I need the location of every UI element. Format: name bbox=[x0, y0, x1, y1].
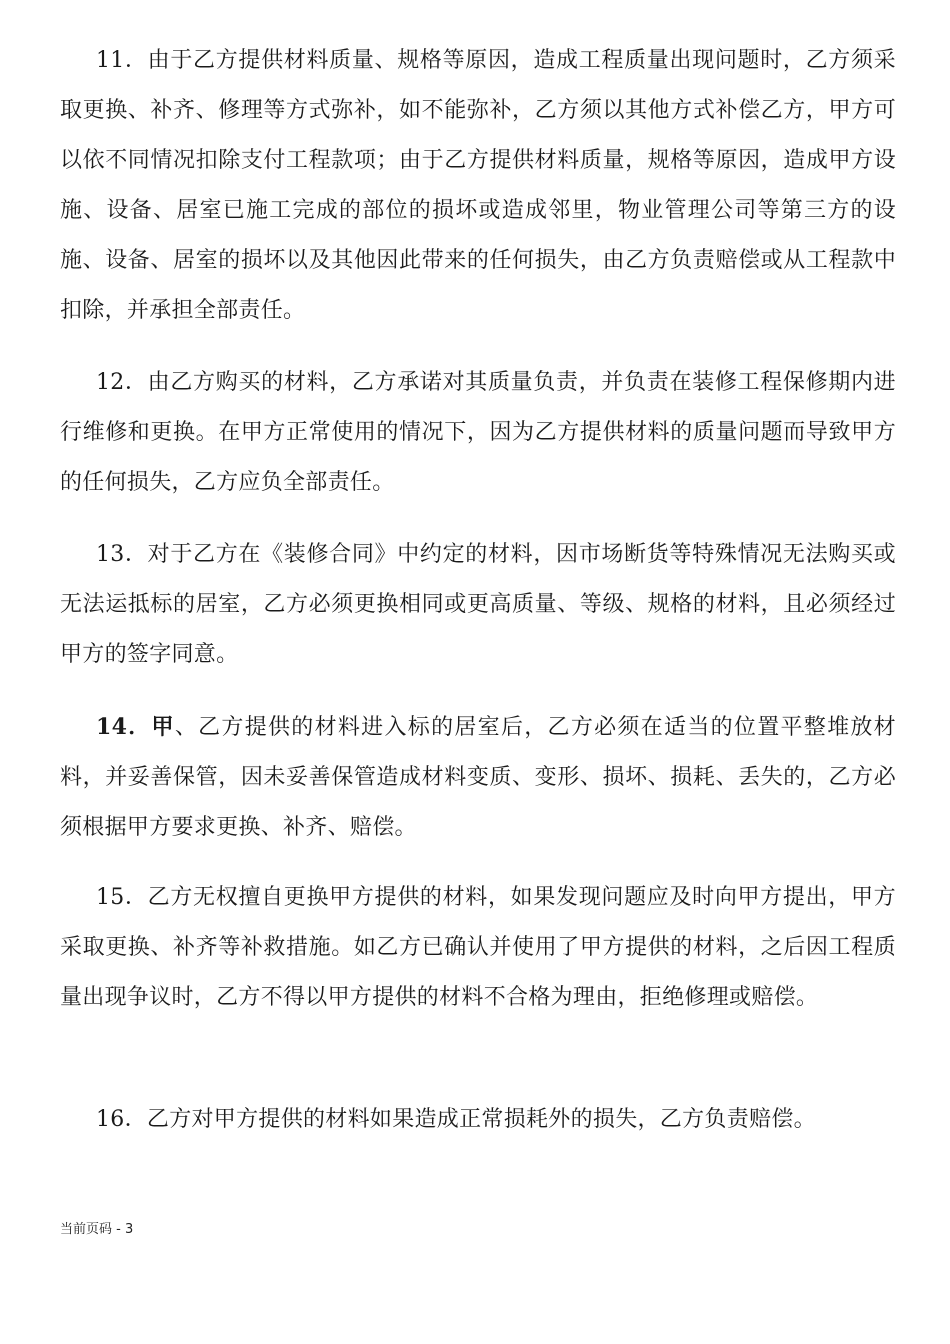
clause-text: 乙方对甲方提供的材料如果造成正常损耗外的损失，乙方负责赔偿。 bbox=[146, 1107, 816, 1132]
clause-16 bbox=[60, 1095, 896, 1145]
page-number-footer: 当前页码 - 3 bbox=[60, 1222, 134, 1237]
clause-text: 由于乙方提供材料质量、规格等原因，造成工程质量出现问题时，乙方须采取更换、补齐、修理等方式弥补，如不能弥补，乙方须以其他方式补偿乙方，甲方可以依不同情况扣除支付工程款项；由于乙方提供材料质量，规格等原因，造成甲方设施、设备、居室已施工完成的部位的损坏或造成邻里，物业管理公司等第三方的设施、设备、居室的损坏以及其他因此带来的任何损失，由乙方负责赔偿或从工程款中扣除，并承担全部责任。 bbox=[60, 48, 896, 323]
clause-13 bbox=[60, 530, 896, 680]
clause-12 bbox=[60, 358, 896, 508]
clause-11 bbox=[60, 36, 896, 336]
clause-bold-lead: 甲 bbox=[151, 714, 175, 740]
clause-number: 11． bbox=[96, 48, 148, 73]
clause-text: 、乙方提供的材料进入标的居室后，乙方必须在适当的位置平整堆放材料，并妥善保管，因未妥善保管造成材料变质、变形、损坏、损耗、丢失的，乙方必须根据甲方要求更换、补齐、赔偿。 bbox=[60, 715, 896, 840]
clause-15 bbox=[60, 873, 896, 1023]
clause-number: 14． bbox=[96, 714, 152, 740]
clause-number: 12． bbox=[96, 370, 148, 395]
clause-number: 15． bbox=[96, 885, 148, 910]
clause-text: 对于乙方在《装修合同》中约定的材料，因市场断货等特殊情况无法购买或无法运抵标的居室，乙方必须更换相同或更高质量、等级、规格的材料，且必须经过甲方的签字同意。 bbox=[60, 542, 896, 667]
clause-14 bbox=[60, 702, 896, 853]
clause-number: 16． bbox=[96, 1107, 147, 1132]
clause-number: 13． bbox=[96, 542, 148, 567]
clause-text: 由乙方购买的材料，乙方承诺对其质量负责，并负责在装修工程保修期内进行维修和更换。在甲方正常使用的情况下，因为乙方提供材料的质量问题而导致甲方的任何损失，乙方应负全部责任。 bbox=[60, 370, 896, 495]
clause-text: 乙方无权擅自更换甲方提供的材料，如果发现问题应及时向甲方提出，甲方采取更换、补齐等补救措施。如乙方已确认并使用了甲方提供的材料，之后因工程质量出现争议时，乙方不得以甲方提供的材料不合格为理由，拒绝修理或赔偿。 bbox=[60, 885, 896, 1010]
